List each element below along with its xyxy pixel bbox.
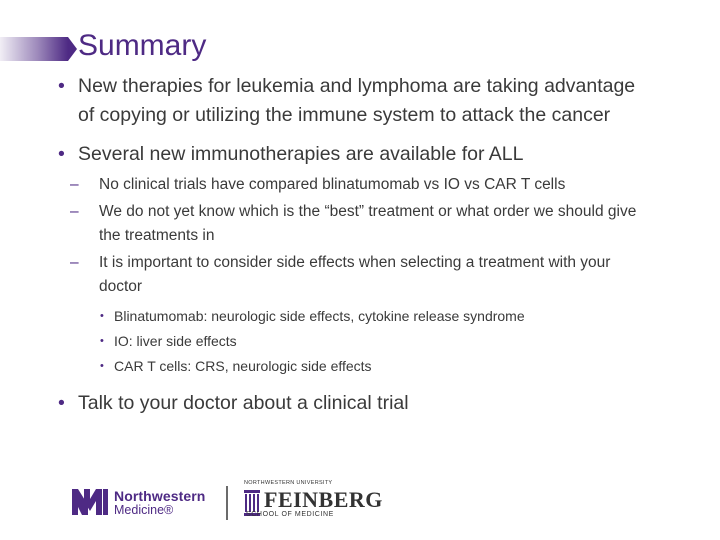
sub-bullet-text: No clinical trials have compared blinatumomab vs IO vs CAR T cells (99, 176, 566, 193)
slide-title: Summary (78, 29, 207, 62)
bullet-new-therapies (56, 72, 656, 130)
side-effect-io (56, 329, 656, 354)
dash-marker: – (70, 253, 79, 271)
bullet-marker: • (100, 359, 104, 372)
sub-bullet-list (56, 173, 656, 300)
bullet-marker: • (100, 334, 104, 347)
dash-marker: – (70, 176, 79, 193)
side-effect-text: Blinatumomab: neurologic side effects, cytokine release syndrome (114, 307, 525, 324)
fb-name: FEINBERG (264, 487, 383, 512)
bullet-clinical-trial (56, 389, 656, 418)
sub-bullet-text: It is important to consider side effects when selecting a treatment with your doctor (99, 253, 611, 295)
bullet-text: Talk to your doctor about a clinical trial (78, 391, 409, 414)
nm-name: Northwestern (114, 488, 206, 504)
bullet-marker: • (100, 309, 104, 322)
slide-content (56, 72, 656, 428)
side-effect-car-t (56, 354, 656, 379)
bullet-text: New therapies for leukemia and lymphoma are taking advantage of copying or utilizing the immune system to attack the cancer (78, 75, 636, 126)
dash-marker: – (70, 202, 79, 220)
side-effect-blinatumomab (56, 304, 656, 329)
bullet-immunotherapies (56, 140, 656, 169)
bullet-text: Several new immunotherapies are available for ALL (78, 143, 524, 165)
logo-divider (226, 486, 228, 520)
side-effects-list (56, 304, 656, 379)
northwestern-medicine-logo-icon (72, 489, 108, 515)
sub-bullet-best-treatment (56, 200, 656, 249)
sub-bullet-text: We do not yet know which is the “best” treatment or what order we should give the treatments in (99, 202, 637, 244)
fb-university: NORTHWESTERN UNIVERSITY (244, 480, 333, 486)
bullet-marker: • (58, 75, 65, 97)
bullet-marker: • (58, 391, 65, 414)
bullet-marker: • (58, 143, 65, 165)
fb-school: SCHOOL OF MEDICINE (246, 511, 334, 518)
side-effect-text: IO: liver side effects (114, 332, 237, 349)
sub-bullet-no-trials (56, 173, 656, 198)
nm-sub: Medicine® (114, 503, 174, 517)
footer-logos (72, 480, 383, 524)
title-accent-bar (0, 37, 68, 61)
sub-bullet-side-effects (56, 251, 656, 300)
side-effect-text: CAR T cells: CRS, neurologic side effects (114, 357, 372, 374)
